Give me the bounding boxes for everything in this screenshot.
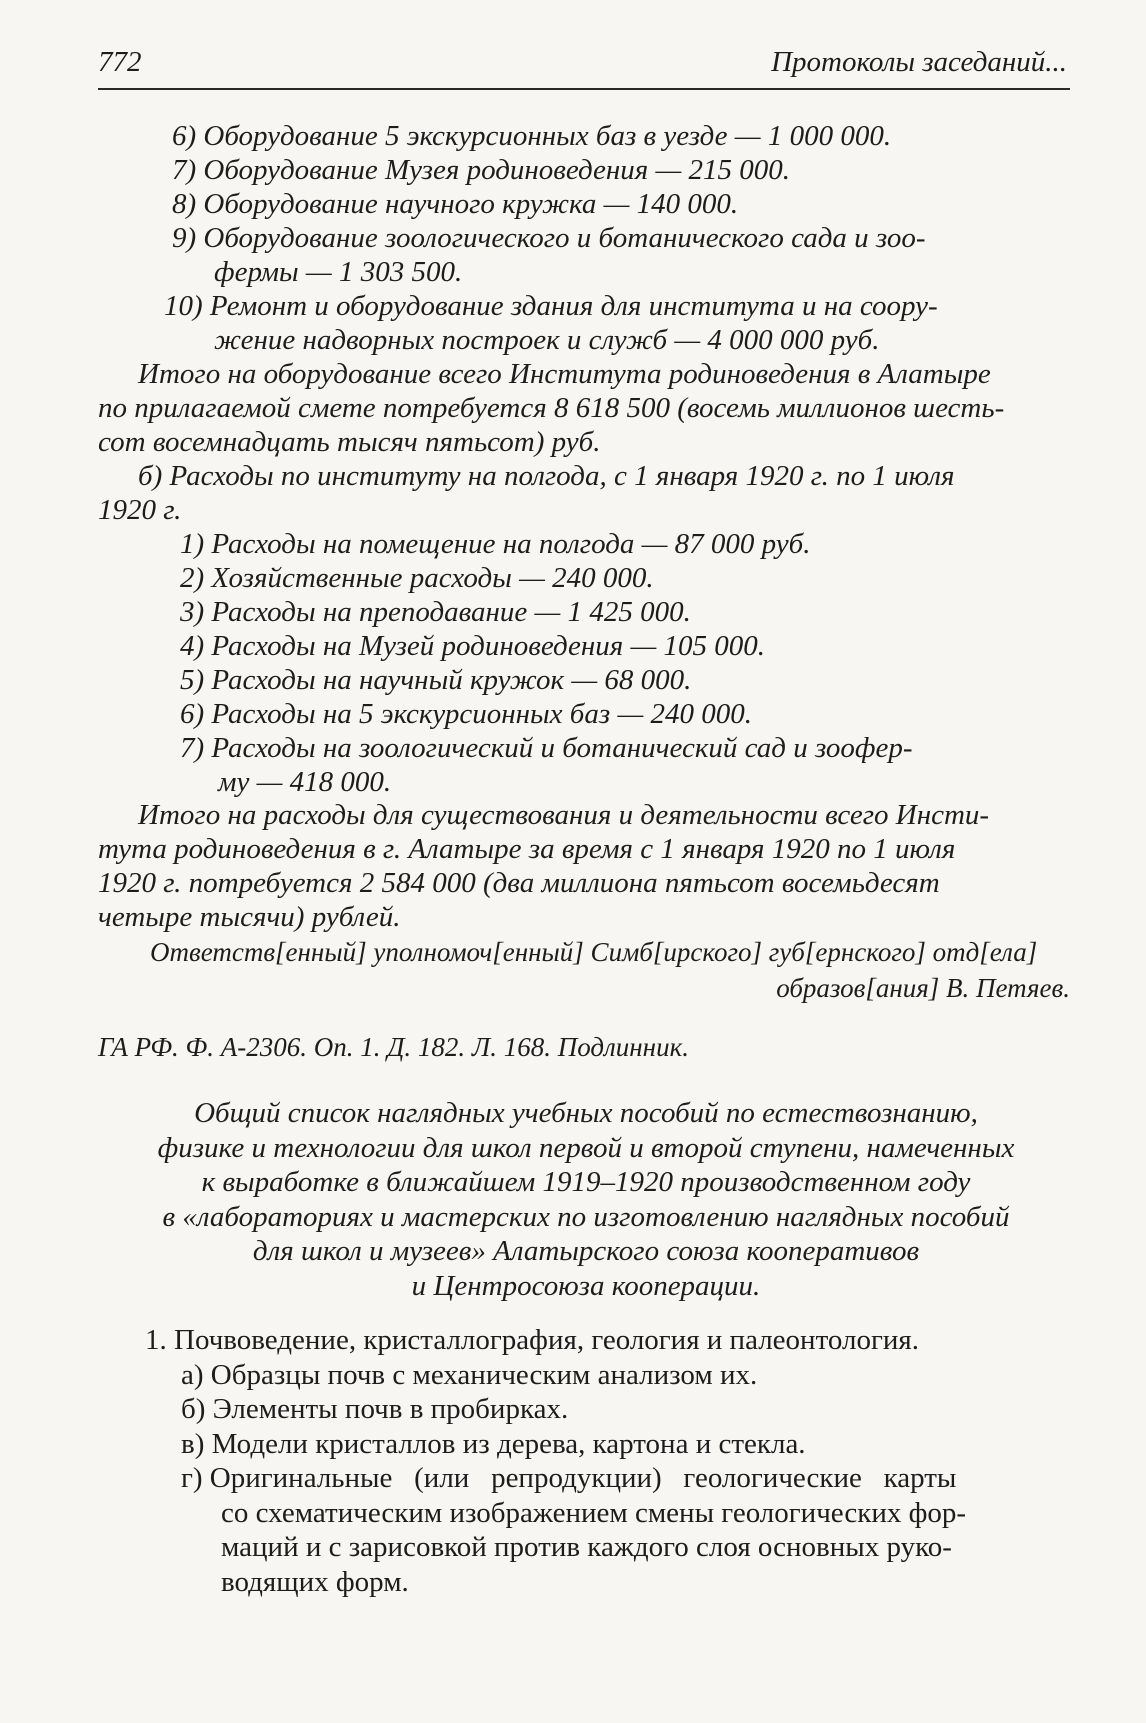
title-line: для школ и музеев» Алатырского союза кооперативов bbox=[252, 1235, 920, 1267]
paragraph-line: Итого на оборудование всего Института родиноведения в Алатыре bbox=[138, 358, 991, 390]
list-item: 10) Ремонт и оборудование здания для института и на соору- bbox=[164, 290, 938, 322]
title-line: Общий список наглядных учебных пособий по естествознанию, bbox=[194, 1097, 978, 1129]
list-item: 2) Хозяйственные расходы — 240 000. bbox=[180, 562, 654, 594]
page-header bbox=[98, 46, 1073, 86]
paragraph-line: четыре тысячи) рублей. bbox=[98, 901, 401, 933]
aids-list bbox=[145, 1323, 1065, 1599]
list-item: 7) Оборудование Музея родиноведения — 215 000. bbox=[172, 154, 791, 186]
paragraph-line: Итого на расходы для существования и деятельности всего Инсти- bbox=[138, 799, 990, 831]
equipment-list bbox=[164, 119, 1002, 357]
equipment-total-paragraph bbox=[98, 357, 1073, 459]
expense-list bbox=[180, 527, 1060, 799]
signature-block bbox=[150, 934, 1070, 1006]
page-number: 772 bbox=[98, 46, 142, 78]
title-line: к выработке в ближайшем 1919–1920 производственном году bbox=[201, 1166, 971, 1198]
list-item: 8) Оборудование научного кружка — 140 000. bbox=[172, 188, 739, 220]
list-item-continuation: му — 418 000. bbox=[218, 766, 392, 798]
list-item: 6) Оборудование 5 экскурсионных баз в уезде — 1 000 000. bbox=[172, 120, 892, 152]
section-heading: 1. Почвоведение, кристаллография, геология и палеонтология. bbox=[145, 1324, 919, 1356]
list-title bbox=[98, 1096, 1074, 1303]
list-item: 1) Расходы на помещение на полгода — 87 000 руб. bbox=[180, 528, 811, 560]
list-item: б) Элементы почв в пробирках. bbox=[181, 1393, 569, 1425]
list-item: 7) Расходы на зоологический и ботанический сад и зоофер- bbox=[180, 732, 913, 764]
list-item: а) Образцы почв с механическим анализом их. bbox=[181, 1358, 758, 1391]
list-item: 4) Расходы на Музей родиноведения — 105 000. bbox=[180, 630, 766, 662]
list-item-continuation: водящих форм. bbox=[221, 1565, 409, 1598]
list-item-continuation: фермы — 1 303 500. bbox=[214, 256, 463, 288]
title-line: физике и технологии для школ первой и второй ступени, намеченных bbox=[157, 1131, 1015, 1164]
paragraph-line: сот восемнадцать тысяч пятьсот) руб. bbox=[98, 426, 601, 458]
list-item: г) Оригинальные (или репродукции) геологические карты bbox=[181, 1462, 957, 1494]
title-line: и Центросоюза кооперации. bbox=[411, 1269, 761, 1302]
archive-reference: ГА РФ. Ф. А-2306. Оп. 1. Д. 182. Л. 168. Подлинник. bbox=[98, 1032, 689, 1062]
list-item: 3) Расходы на преподавание — 1 425 000. bbox=[180, 596, 691, 628]
list-item: 6) Расходы на 5 экскурсионных баз — 240 000. bbox=[180, 698, 752, 730]
expenses-heading bbox=[98, 459, 1073, 527]
paragraph-line: тута родиноведения в г. Алатыре за время с 1 января 1920 по 1 июля bbox=[98, 833, 956, 865]
list-item: 9) Оборудование зоологического и ботанического сада и зоо- bbox=[172, 222, 926, 254]
list-item: в) Модели кристаллов из дерева, картона и стекла. bbox=[181, 1427, 806, 1460]
signature-line: образов[ания] В. Петяев. bbox=[776, 973, 1070, 1003]
paragraph-line: 1920 г. bbox=[98, 494, 182, 526]
signature-line: Ответств[енный] уполномоч[енный] Симб[ирского] губ[ернского] отд[ела] bbox=[150, 937, 1038, 967]
list-item-continuation: со схематическим изображением смены геологических фор- bbox=[221, 1496, 967, 1529]
running-title: Протоколы заседаний... bbox=[771, 46, 1067, 78]
expenses-total-paragraph bbox=[98, 798, 1073, 934]
paragraph-line: б) Расходы по институту на полгода, с 1 января 1920 г. по 1 июля bbox=[138, 460, 955, 492]
list-item-continuation: маций и с зарисовкой против каждого слоя основных руко- bbox=[221, 1531, 952, 1563]
title-line: в «лабораториях и мастерских по изготовлению наглядных пособий bbox=[162, 1200, 1010, 1233]
paragraph-line: по прилагаемой смете потребуется 8 618 500 (восемь миллионов шесть- bbox=[98, 392, 1005, 424]
list-item-continuation: жение надворных построек и служб — 4 000 000 руб. bbox=[214, 324, 880, 356]
paragraph-line: 1920 г. потребуется 2 584 000 (два миллиона пятьсот восемьдесят bbox=[98, 867, 940, 899]
list-item: 5) Расходы на научный кружок — 68 000. bbox=[180, 664, 692, 696]
header-rule bbox=[98, 88, 1070, 90]
